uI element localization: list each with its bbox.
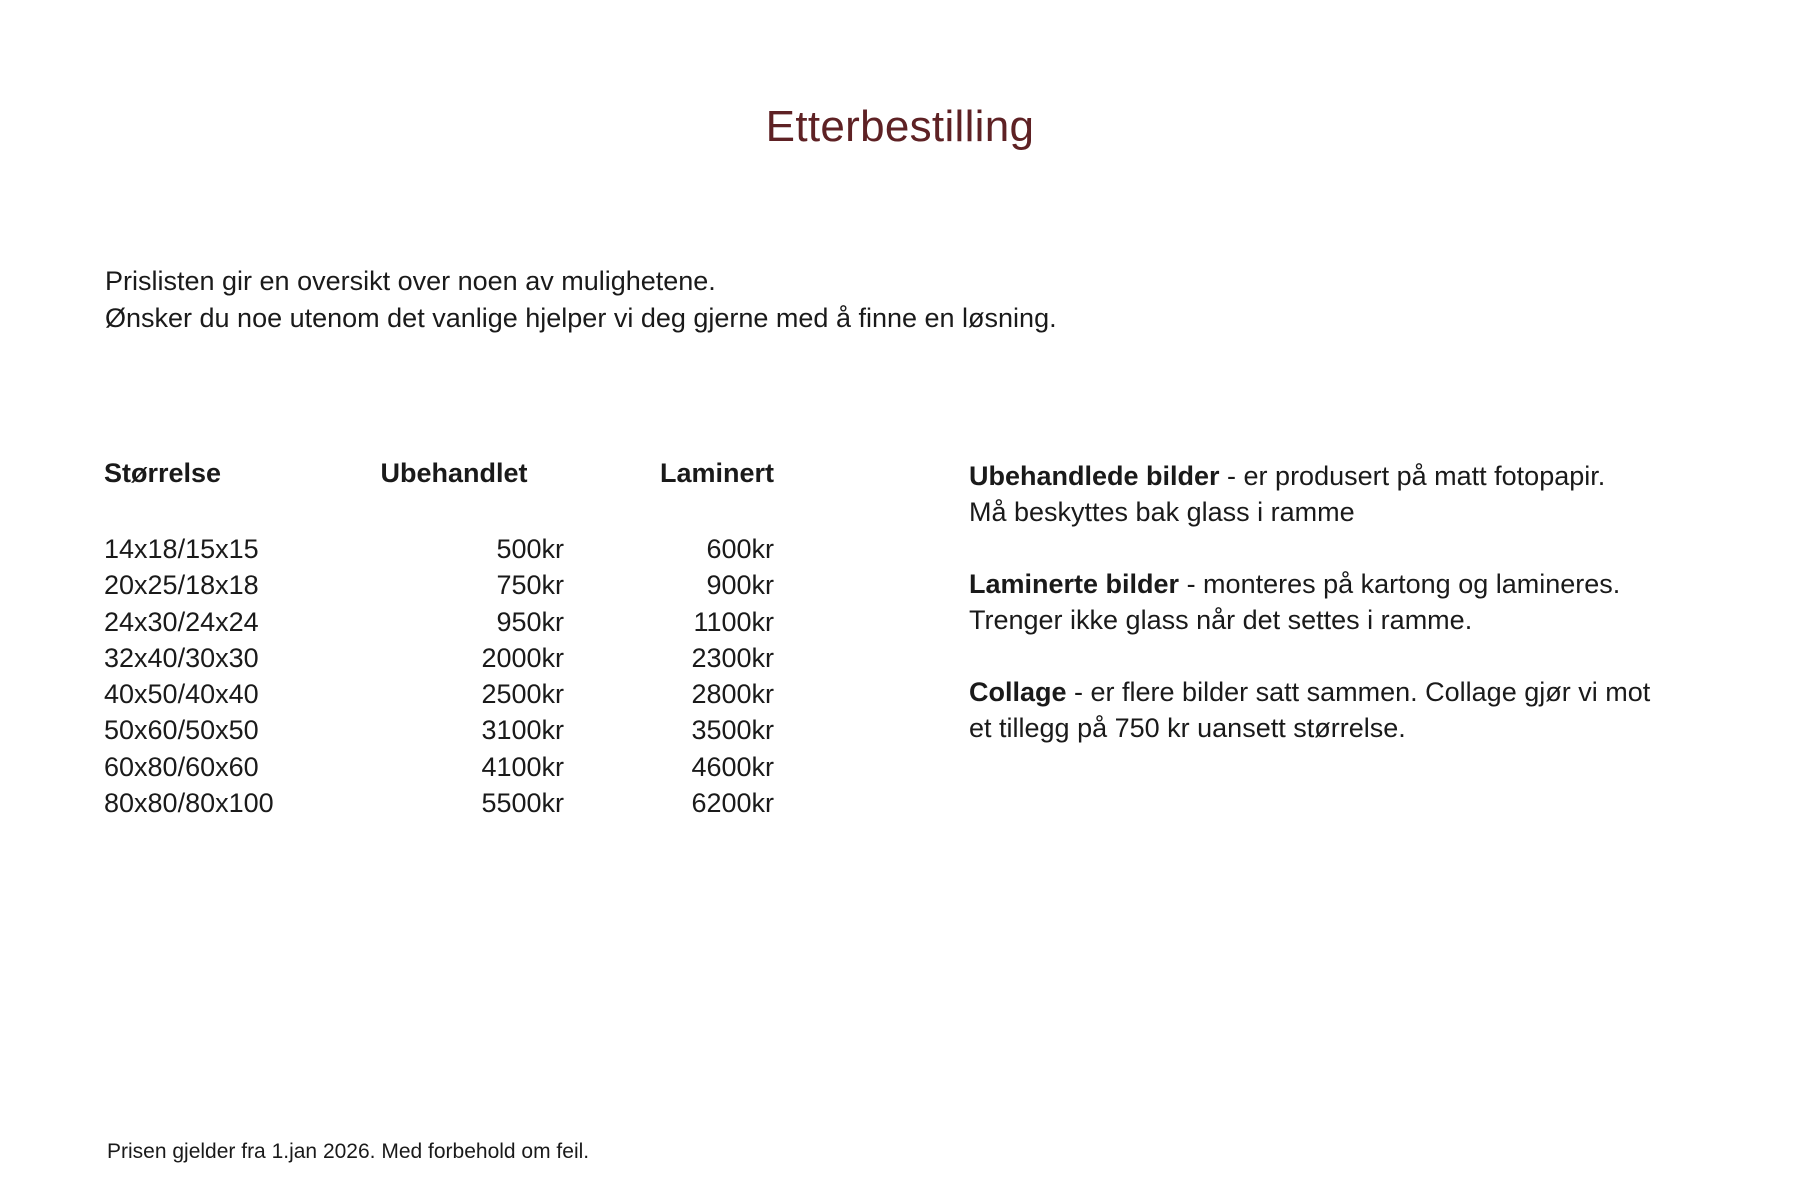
cell-laminated-price: 1100kr <box>693 606 774 637</box>
note-laminated <box>969 566 1729 638</box>
table-row <box>104 534 774 570</box>
note-text: - er produsert på matt fotopapir. <box>1219 461 1606 491</box>
cell-size: 50x60/50x50 <box>104 715 259 746</box>
header-size: Størrelse <box>104 458 222 488</box>
cell-laminated-price: 600kr <box>706 534 774 564</box>
intro-line-1: Prislisten gir en oversikt over noen av mulighetene. <box>105 266 716 296</box>
cell-laminated-price: 3500kr <box>691 715 774 746</box>
cell-untreated-price: 950kr <box>496 606 564 637</box>
note-text-line-2: et tillegg på 750 kr uansett størrelse. <box>969 713 1406 743</box>
cell-laminated-price: 6200kr <box>691 788 774 819</box>
cell-untreated-price: 5500kr <box>481 788 564 819</box>
cell-untreated-price: 500kr <box>496 534 564 564</box>
table-row <box>104 679 774 715</box>
cell-size: 32x40/30x30 <box>104 642 259 673</box>
table-row <box>104 643 774 679</box>
note-term: Ubehandlede bilder <box>969 461 1220 491</box>
table-row <box>104 752 774 788</box>
note-text-line-2: Må beskyttes bak glass i ramme <box>969 497 1355 527</box>
cell-laminated-price: 900kr <box>706 570 774 601</box>
table-row <box>104 570 774 606</box>
cell-untreated-price: 4100kr <box>481 751 564 782</box>
intro-text <box>105 263 1057 337</box>
cell-untreated-price: 750kr <box>496 570 564 601</box>
cell-untreated-price: 2000kr <box>481 642 564 673</box>
page-title: Etterbestilling <box>765 102 1035 151</box>
note-untreated <box>969 458 1729 530</box>
cell-size: 14x18/15x15 <box>104 534 259 564</box>
cell-laminated-price: 2800kr <box>691 679 774 710</box>
intro-line-2: Ønsker du noe utenom det vanlige hjelper vi deg gjerne med å finne en løsning. <box>105 303 1057 333</box>
header-untreated: Ubehandlet <box>380 458 528 488</box>
note-text: - monteres på kartong og lamineres. <box>1179 569 1621 599</box>
price-table <box>104 458 774 824</box>
cell-size: 20x25/18x18 <box>104 570 259 601</box>
cell-size: 40x50/40x40 <box>104 679 259 710</box>
price-table-header-row <box>104 458 774 534</box>
cell-untreated-price: 2500kr <box>481 679 564 710</box>
note-text: - er flere bilder satt sammen. Collage gjør vi mot <box>1066 677 1651 707</box>
note-term: Collage <box>969 677 1067 707</box>
header-laminated: Laminert <box>659 458 774 488</box>
product-notes <box>969 458 1729 782</box>
table-row <box>104 788 774 824</box>
footer-disclaimer: Prisen gjelder fra 1.jan 2026. Med forbehold om feil. <box>107 1140 590 1163</box>
cell-laminated-price: 4600kr <box>691 751 774 782</box>
cell-size: 60x80/60x60 <box>104 751 259 782</box>
note-text-line-2: Trenger ikke glass når det settes i ramme. <box>969 605 1473 635</box>
cell-size: 24x30/24x24 <box>104 606 259 637</box>
cell-size: 80x80/80x100 <box>104 788 274 819</box>
note-collage <box>969 674 1729 746</box>
table-row <box>104 607 774 643</box>
table-row <box>104 715 774 751</box>
cell-untreated-price: 3100kr <box>481 715 564 746</box>
cell-laminated-price: 2300kr <box>691 642 774 673</box>
note-term: Laminerte bilder <box>969 569 1180 599</box>
